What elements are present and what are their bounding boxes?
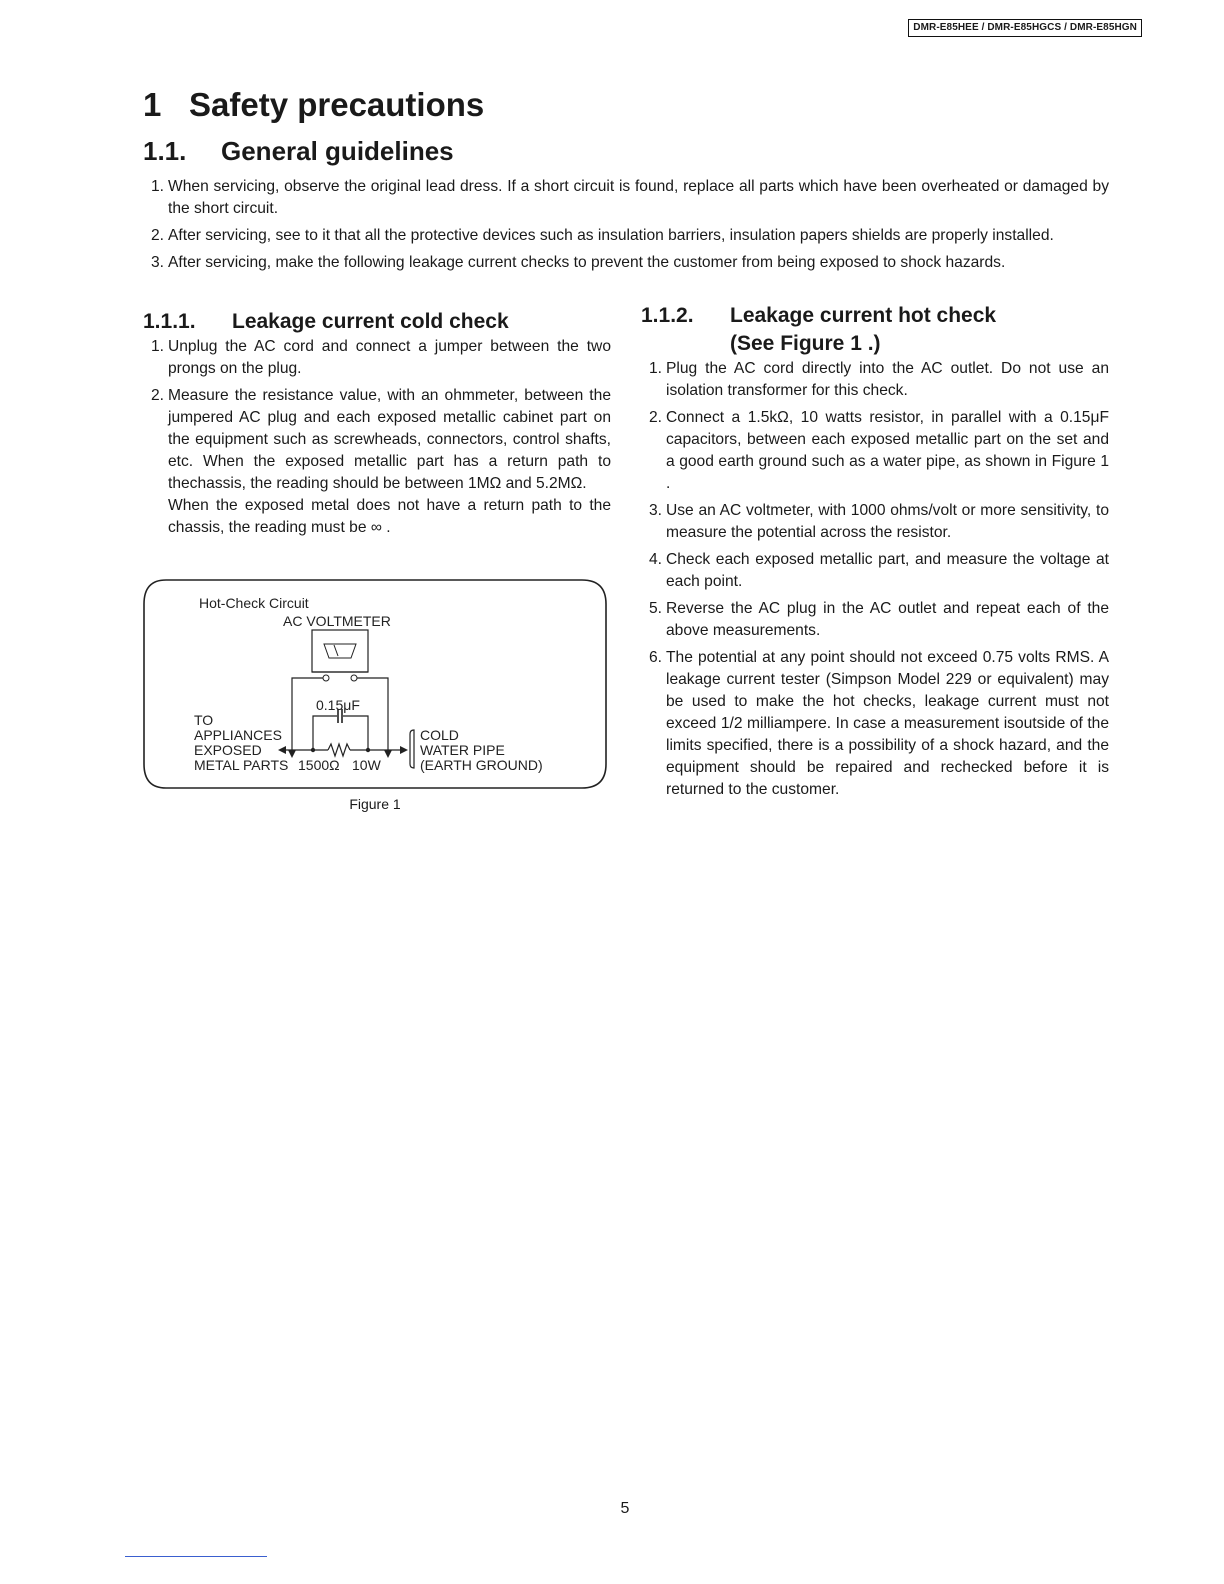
item-text: Measure the resistance value, with an ohmmeter, between the jumpered AC plug and each exposed metallic cabinet part on the equipment such as screwheads, connectors, control shafts, etc. When the exposed metallic part has a return path to thechassis, the reading should be between 1MΩ and 5.2MΩ. (168, 387, 611, 492)
right-label-water-pipe: WATER PIPE (420, 742, 505, 758)
list-item (143, 385, 611, 539)
item-number: 1. (151, 178, 165, 195)
item-number: 4. (649, 551, 663, 568)
cold-check-section (143, 308, 611, 544)
subsection-title-text: General guidelines (221, 136, 454, 166)
item-text: After servicing, see to it that all the protective devices such as insulation barriers, insulation papers shields are properly installed. (168, 227, 1054, 244)
resistor-symbol (328, 744, 350, 756)
hot-check-number: 1.1.2. (641, 304, 694, 327)
section-title-text: Safety precautions (189, 86, 485, 123)
subsection-number: 1.1. (143, 136, 187, 166)
watt-label: 10W (352, 757, 381, 773)
item-number: 3. (649, 502, 663, 519)
item-number: 2. (151, 227, 165, 244)
capacitor-label: 0.15μF (316, 697, 360, 713)
subsection-title (143, 134, 454, 168)
general-guidelines (143, 176, 1109, 279)
list-item (641, 647, 1109, 801)
item-text: The potential at any point should not exceed 0.75 volts RMS. A leakage current tester (Simpson Model 229 or equivalent) may be used to make the hot checks, leakage current must not exceed 1/2 milliampere. In case a measurement isoutside of the limits specified, there is a possibility of a shock hazard, and the equipment should be repaired and rechecked before it is returned to the customer. (666, 649, 1109, 798)
footer-divider (125, 1556, 267, 1557)
figure-caption: Figure 1 (349, 796, 401, 812)
list-item (143, 225, 1109, 247)
list-item (143, 336, 611, 380)
left-label-to: TO (194, 712, 214, 728)
resistor-label: 1500Ω (298, 757, 340, 773)
left-label-appliances: APPLIANCES (194, 727, 282, 743)
hot-check-subtitle: (See Figure 1 .) (730, 332, 881, 355)
hot-check-title: Leakage current hot check (730, 304, 997, 327)
model-number-header: DMR-E85HEE / DMR-E85HGCS / DMR-E85HGN (908, 19, 1142, 37)
meter-face-icon (324, 644, 356, 658)
item-text: When servicing, observe the original lead dress. If a short circuit is found, replace all parts which have been overheated or damaged by the short circuit. (168, 178, 1109, 217)
list-item (641, 358, 1109, 402)
list-item (641, 407, 1109, 495)
hot-check-heading (641, 302, 1109, 358)
list-item (143, 252, 1109, 274)
item-text: Check each exposed metallic part, and measure the voltage at each point. (666, 551, 1109, 590)
meter-needle-icon (334, 645, 338, 656)
left-label-exposed: EXPOSED (194, 742, 262, 758)
section-title (143, 83, 484, 127)
arrow-right-icon (400, 746, 408, 754)
section-number: 1 (143, 86, 162, 123)
cold-check-number: 1.1.1. (143, 310, 196, 333)
voltmeter-label: AC VOLTMETER (283, 613, 391, 629)
terminal-right (351, 675, 357, 681)
right-label-earth-ground: (EARTH GROUND) (420, 757, 543, 773)
item-number: 5. (649, 600, 663, 617)
item-text: Unplug the AC cord and connect a jumper between the two prongs on the plug. (168, 338, 611, 377)
cold-check-heading (143, 308, 611, 336)
list-item (143, 176, 1109, 220)
hot-check-circuit-figure (142, 578, 608, 790)
item-number: 2. (151, 387, 165, 404)
item-number: 1. (151, 338, 165, 355)
item-number: 6. (649, 649, 663, 666)
water-pipe-icon (410, 730, 414, 768)
item-number: 3. (151, 254, 165, 271)
item-text: Plug the AC cord directly into the AC outlet. Do not use an isolation transformer for this check. (666, 360, 1109, 399)
voltmeter-box (312, 630, 368, 672)
item-number: 1. (649, 360, 663, 377)
arrow-left-icon (278, 746, 286, 754)
list-item (641, 500, 1109, 544)
item-text: Use an AC voltmeter, with 1000 ohms/volt or more sensitivity, to measure the potential across the resistor. (666, 502, 1109, 541)
left-label-metal-parts: METAL PARTS (194, 757, 289, 773)
item-text: Reverse the AC plug in the AC outlet and repeat each of the above measurements. (666, 600, 1109, 639)
list-item (641, 598, 1109, 642)
page-number: 5 (620, 1500, 630, 1517)
terminal-left (323, 675, 329, 681)
item-text: Connect a 1.5kΩ, 10 watts resistor, in parallel with a 0.15μF capacitors, between each exposed metallic part on the set and a good earth ground such as a water pipe, as shown in Figure 1 . (666, 409, 1109, 492)
item-extra-text: When the exposed metal does not have a return path to the chassis, the reading must be ∞ . (168, 497, 611, 536)
item-number: 2. (649, 409, 663, 426)
right-label-cold: COLD (420, 727, 459, 743)
item-text: After servicing, make the following leakage current checks to prevent the customer from being exposed to shock hazards. (168, 254, 1006, 271)
hot-check-section (641, 302, 1109, 806)
cold-check-title: Leakage current cold check (232, 310, 509, 333)
list-item (641, 549, 1109, 593)
circuit-title: Hot-Check Circuit (199, 595, 309, 611)
